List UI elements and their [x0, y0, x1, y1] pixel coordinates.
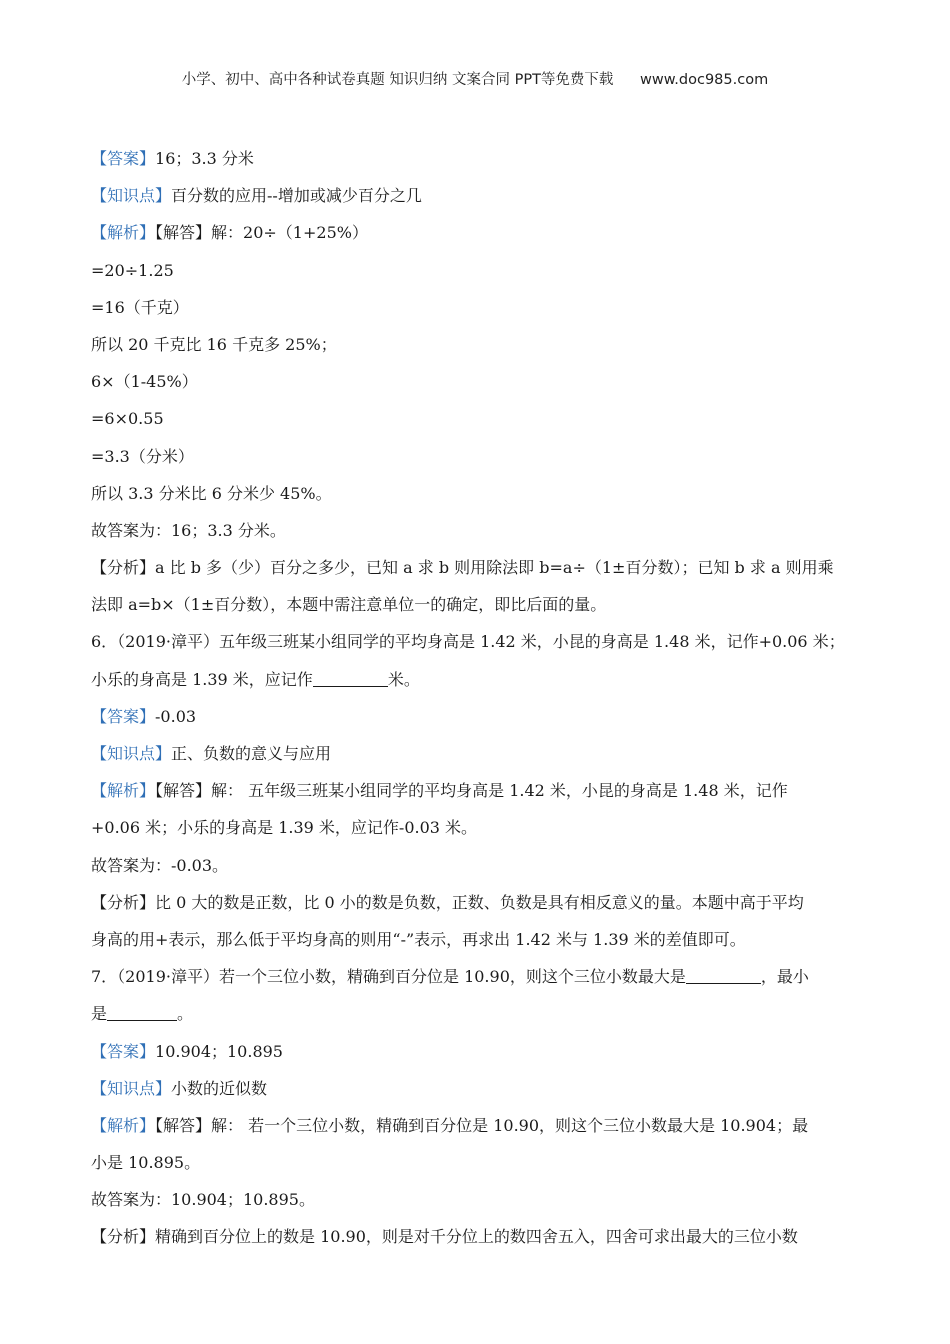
q6-analysis-line	[91, 772, 863, 809]
q5-solution-line2: =20÷1.25	[91, 260, 174, 280]
q7-knowledge-line	[91, 1070, 863, 1107]
solution-tag: 【解答】	[155, 223, 212, 243]
q7-sol1: 解： 若一个三位小数，精确到百分位是 10.90，则这个三位小数最大是 10.904；最	[211, 1115, 809, 1135]
analysis-tag: 【解析】	[91, 223, 156, 243]
q7-min-blank[interactable]	[107, 1002, 177, 1021]
page-header	[0, 68, 950, 89]
q6-knowledge-line	[91, 735, 863, 772]
q7-stem1b: ，最小	[760, 967, 809, 987]
fenxi-tag: 【分析】	[91, 1227, 156, 1247]
q6-fenxi1: 比 0 大的数是正数，比 0 小的数是负数，正数、负数是具有相反意义的量。本题中高于平均	[155, 892, 804, 912]
q6-sol1: 解： 五年级三班某小组同学的平均身高是 1.42 米，小昆的身高是 1.48 米，记作	[211, 781, 788, 801]
q5-solution-line4: 所以 20 千克比 16 千克多 25%；	[91, 334, 337, 354]
q5-analysis-line	[91, 214, 863, 251]
q6-fenxi-line2: 身高的用+表示，那么低于平均身高的则用“-”表示，再求出 1.42 米与 1.39 米的差值即可。	[91, 929, 746, 949]
header-url[interactable]: www.doc985.com	[640, 72, 769, 88]
q7-stem-line2	[91, 995, 863, 1032]
document-body	[91, 140, 863, 1256]
q5-solution-line7: =3.3（分米）	[91, 446, 194, 466]
q7-sol-line3: 故答案为：10.904；10.895。	[91, 1190, 315, 1210]
q5-solution-line9: 故答案为：16；3.3 分米。	[91, 520, 286, 540]
q7-stem2b: 。	[177, 1004, 194, 1024]
solution-tag: 【解答】	[155, 781, 212, 801]
q6-fenxi-line1	[91, 884, 863, 921]
knowledge-tag: 【知识点】	[91, 744, 172, 763]
answer-tag: 【答案】	[91, 149, 156, 168]
analysis-tag: 【解析】	[91, 781, 156, 801]
q6-stem-line1: 6．（2019·漳平）五年级三班某小组同学的平均身高是 1.42 米，小昆的身高是 1.48 米，记作+0.06 米；	[91, 632, 845, 652]
q5-solution-line8: 所以 3.3 分米比 6 分米少 45%。	[91, 483, 332, 503]
q5-solution-line3: =16（千克）	[91, 297, 189, 317]
analysis-tag: 【解析】	[91, 1115, 156, 1135]
knowledge-tag: 【知识点】	[91, 186, 172, 206]
q7-sol-line2: 小是 10.895。	[91, 1153, 201, 1173]
solution-tag: 【解答】	[155, 1115, 212, 1135]
q7-analysis-line	[91, 1107, 863, 1144]
q6-answer: -0.03	[155, 706, 197, 726]
q6-stem2b: 米。	[387, 669, 420, 689]
fenxi-tag: 【分析】	[91, 558, 156, 578]
q7-fenxi-line1	[91, 1218, 863, 1255]
q6-stem2a: 小乐的身高是 1.39 米，应记作	[91, 669, 313, 689]
q6-answer-line	[91, 698, 863, 735]
q5-answer-line	[91, 140, 863, 177]
q5-solution-line1: 解：20÷（1+25%）	[211, 223, 368, 243]
q7-stem2a: 是	[91, 1004, 108, 1024]
q6-knowledge: 正、负数的意义与应用	[171, 744, 332, 763]
q7-answer-line	[91, 1033, 863, 1070]
q6-sol-line3: 故答案为：-0.03。	[91, 855, 229, 875]
q7-stem-line1	[91, 958, 863, 995]
q7-max-blank[interactable]	[686, 965, 761, 984]
q5-answer: 16；3.3 分米	[155, 149, 254, 168]
q5-knowledge: 百分数的应用--增加或减少百分之几	[171, 186, 422, 206]
q6-sol-line2: +0.06 米；小乐的身高是 1.39 米，应记作-0.03 米。	[91, 818, 478, 838]
q7-knowledge: 小数的近似数	[171, 1078, 268, 1098]
q5-fenxi-line1	[91, 549, 863, 586]
q7-stem1a: 7．（2019·漳平）若一个三位小数，精确到百分位是 10.90，则这个三位小数最大是	[91, 967, 686, 987]
q6-stem-line2	[91, 661, 863, 698]
q5-fenxi1: a 比 b 多（少）百分之多少，已知 a 求 b 则用除法即 b=a÷（1±百分数）；已知 b 求 a 则用乘	[155, 558, 834, 578]
q5-solution-line6: =6×0.55	[91, 409, 164, 429]
q6-answer-blank[interactable]	[313, 668, 388, 687]
header-text: 小学、初中、高中各种试卷真题 知识归纳 文案合同 PPT等免费下载	[181, 72, 614, 88]
answer-tag: 【答案】	[91, 706, 156, 726]
knowledge-tag: 【知识点】	[91, 1078, 172, 1098]
q5-fenxi-line2: 法即 a=b×（1±百分数），本题中需注意单位一的确定，即比后面的量。	[91, 595, 607, 615]
q7-fenxi1: 精确到百分位上的数是 10.90，则是对千分位上的数四舍五入，四舍可求出最大的三位小数	[155, 1227, 798, 1247]
fenxi-tag: 【分析】	[91, 892, 156, 912]
q5-solution-line5: 6×（1-45%）	[91, 372, 198, 392]
q7-answer: 10.904；10.895	[155, 1041, 283, 1061]
q5-knowledge-line	[91, 177, 863, 214]
answer-tag: 【答案】	[91, 1041, 156, 1061]
